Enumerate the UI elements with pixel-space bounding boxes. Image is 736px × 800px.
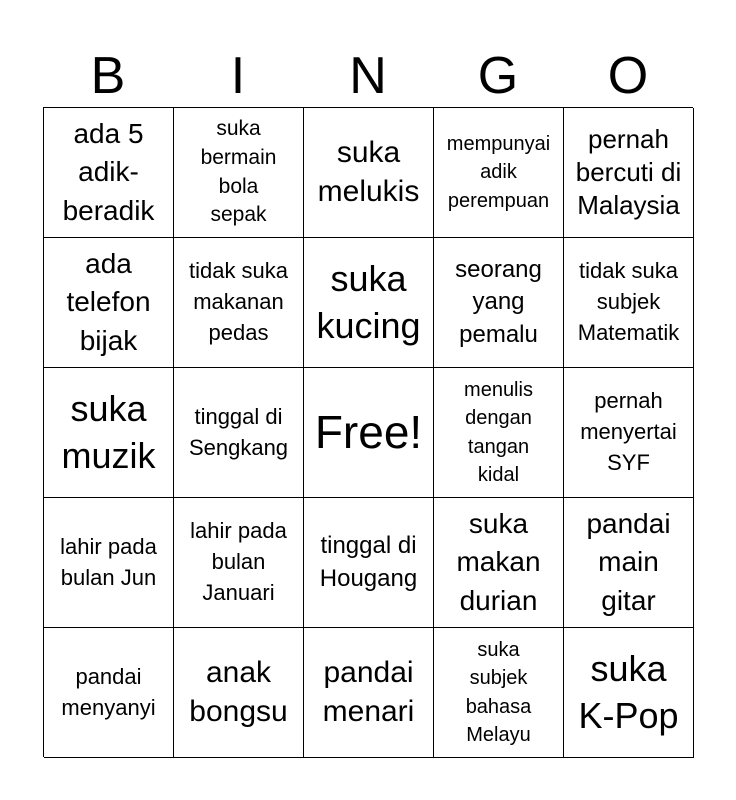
bingo-cell[interactable]: suka melukis [304, 108, 434, 238]
bingo-cell[interactable]: lahir pada bulan Januari [174, 498, 304, 628]
bingo-cell[interactable]: suka subjek bahasa Melayu [434, 628, 564, 758]
header-letter-o: O [607, 47, 649, 105]
bingo-cell[interactable]: ada telefon bijak [44, 238, 174, 368]
bingo-cell[interactable]: pernah bercuti di Malaysia [564, 108, 694, 238]
bingo-cell[interactable]: tinggal di Sengkang [174, 368, 304, 498]
bingo-card [43, 107, 693, 757]
free-space-cell[interactable]: Free! [304, 368, 434, 498]
bingo-cell[interactable]: anak bongsu [174, 628, 304, 758]
bingo-cell[interactable]: lahir pada bulan Jun [44, 498, 174, 628]
bingo-cell[interactable]: pandai menari [304, 628, 434, 758]
bingo-cell[interactable]: seorang yang pemalu [434, 238, 564, 368]
bingo-cell[interactable]: pandai menyanyi [44, 628, 174, 758]
bingo-cell[interactable]: tinggal di Hougang [304, 498, 434, 628]
bingo-cell[interactable]: tidak suka makanan pedas [174, 238, 304, 368]
header-letter-i: I [230, 47, 246, 105]
header-letter-g: G [477, 47, 519, 105]
bingo-cell[interactable]: suka K-Pop [564, 628, 694, 758]
bingo-cell[interactable]: mempunyai adik perempuan [434, 108, 564, 238]
header-letter-n: N [349, 47, 387, 105]
bingo-cell[interactable]: suka bermain bola sepak [174, 108, 304, 238]
bingo-cell[interactable]: pandai main gitar [564, 498, 694, 628]
bingo-cell[interactable]: ada 5 adik-beradik [44, 108, 174, 238]
bingo-cell[interactable]: menulis dengan tangan kidal [434, 368, 564, 498]
header-letter-b: B [90, 47, 126, 105]
bingo-cell[interactable]: tidak suka subjek Matematik [564, 238, 694, 368]
bingo-cell[interactable]: pernah menyertai SYF [564, 368, 694, 498]
bingo-header [43, 44, 693, 108]
bingo-cell[interactable]: suka makan durian [434, 498, 564, 628]
bingo-cell[interactable]: suka kucing [304, 238, 434, 368]
bingo-cell[interactable]: suka muzik [44, 368, 174, 498]
